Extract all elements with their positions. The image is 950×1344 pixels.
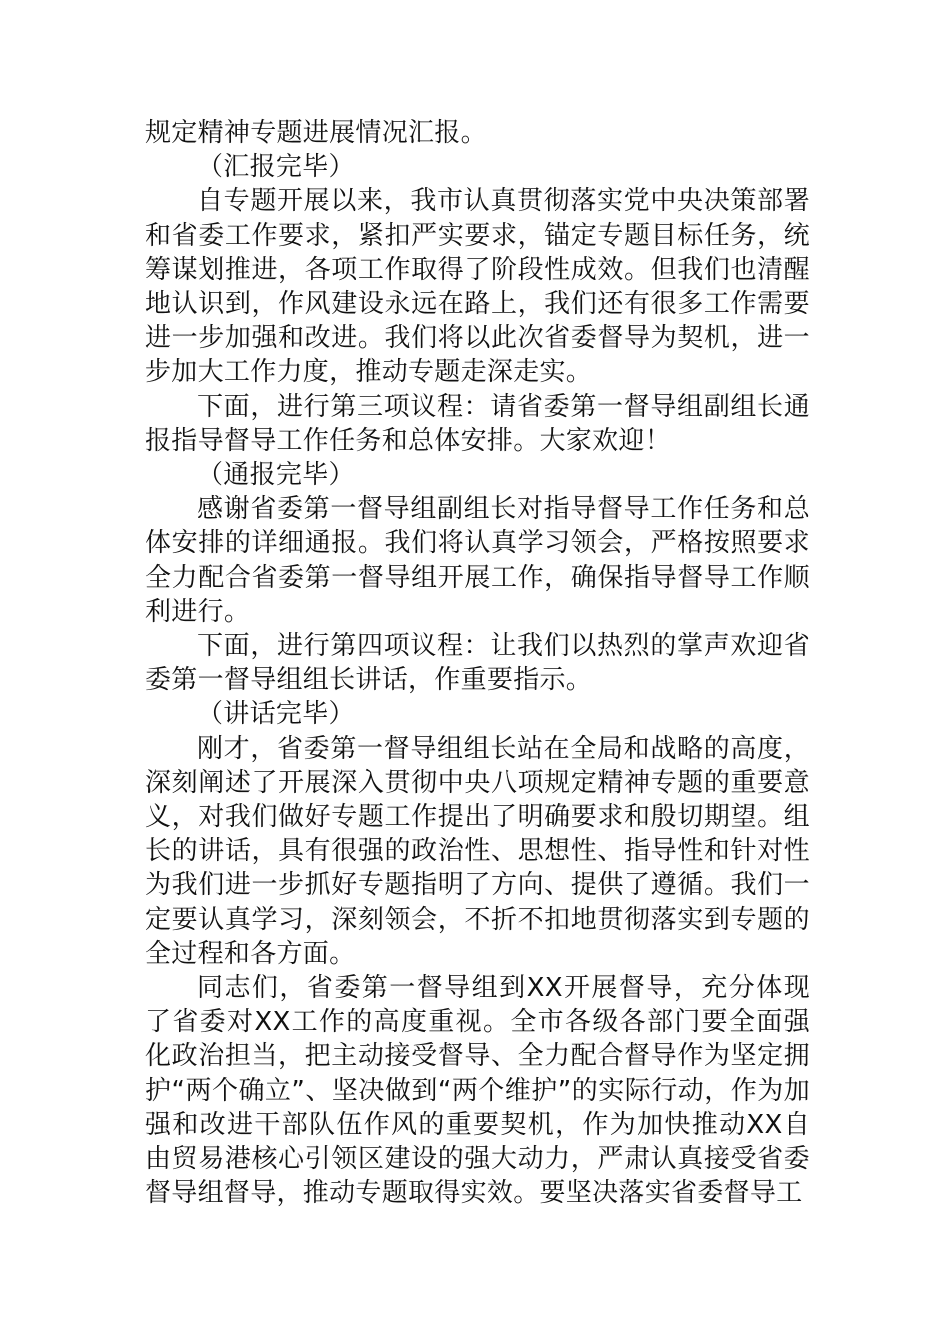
paragraph-agenda-item-three: 下面，进行第三项议程：请省委第一督导组副组长通报指导督导工作任务和总体安排。大家欢迎！ (145, 391, 810, 456)
paragraph-briefing-note: （通报完毕） (197, 460, 355, 491)
document-body (145, 116, 810, 1211)
paragraph-speech-summary: 刚才，省委第一督导组组长站在全局和战略的高度，深刻阐述了开展深入贯彻中央八项规定精神专题的重要意义，对我们做好专题工作提出了明确要求和殷切期望。组长的讲话，具有很强的政治性、思想性、指导性和针对性为我们进一步抓好专题指明了方向、提供了遵循。我们一定要认真学习，深刻领会，不折不扣地贯彻落实到专题的全过程和各方面。 (145, 733, 810, 969)
paragraph-agenda-item-four: 下面，进行第四项议程：让我们以热烈的掌声欢迎省委第一督导组组长讲话，作重要指示。 (145, 631, 810, 696)
paragraph-continuation: 规定精神专题进展情况汇报。 (145, 118, 487, 148)
paragraph-call-to-action: 同志们，省委第一督导组到XX开展督导，充分体现了省委对XX工作的高度重视。全市各级各部门要全面强化政治担当，把主动接受督导、全力配合督导作为坚定拥护“两个确立”、坚决做到“两个维护”的实际行动，作为加强和改进干部队伍作风的重要契机，作为加快推动XX自由贸易港核心引领区建设的强大动力，严肃认真接受省委督导组督导，推动专题取得实效。要坚决落实省委督导工 (145, 973, 810, 1209)
paragraph-speech-note: （讲话完毕） (197, 699, 355, 730)
paragraph-thanks: 感谢省委第一督导组副组长对指导督导工作任务和总体安排的详细通报。我们将认真学习领会，严格按照要求全力配合省委第一督导组开展工作，确保指导督导工作顺利进行。 (145, 494, 810, 627)
paragraph-progress-summary: 自专题开展以来，我市认真贯彻落实党中央决策部署和省委工作要求，紧扣严实要求，锚定专题目标任务，统筹谋划推进，各项工作取得了阶段性成效。但我们也清醒地认识到，作风建设永远在路上，我们还有很多工作需要进一步加强和改进。我们将以此次省委督导为契机，进一步加大工作力度，推动专题走深走实。 (145, 186, 810, 388)
paragraph-report-note: （汇报完毕） (197, 152, 355, 183)
